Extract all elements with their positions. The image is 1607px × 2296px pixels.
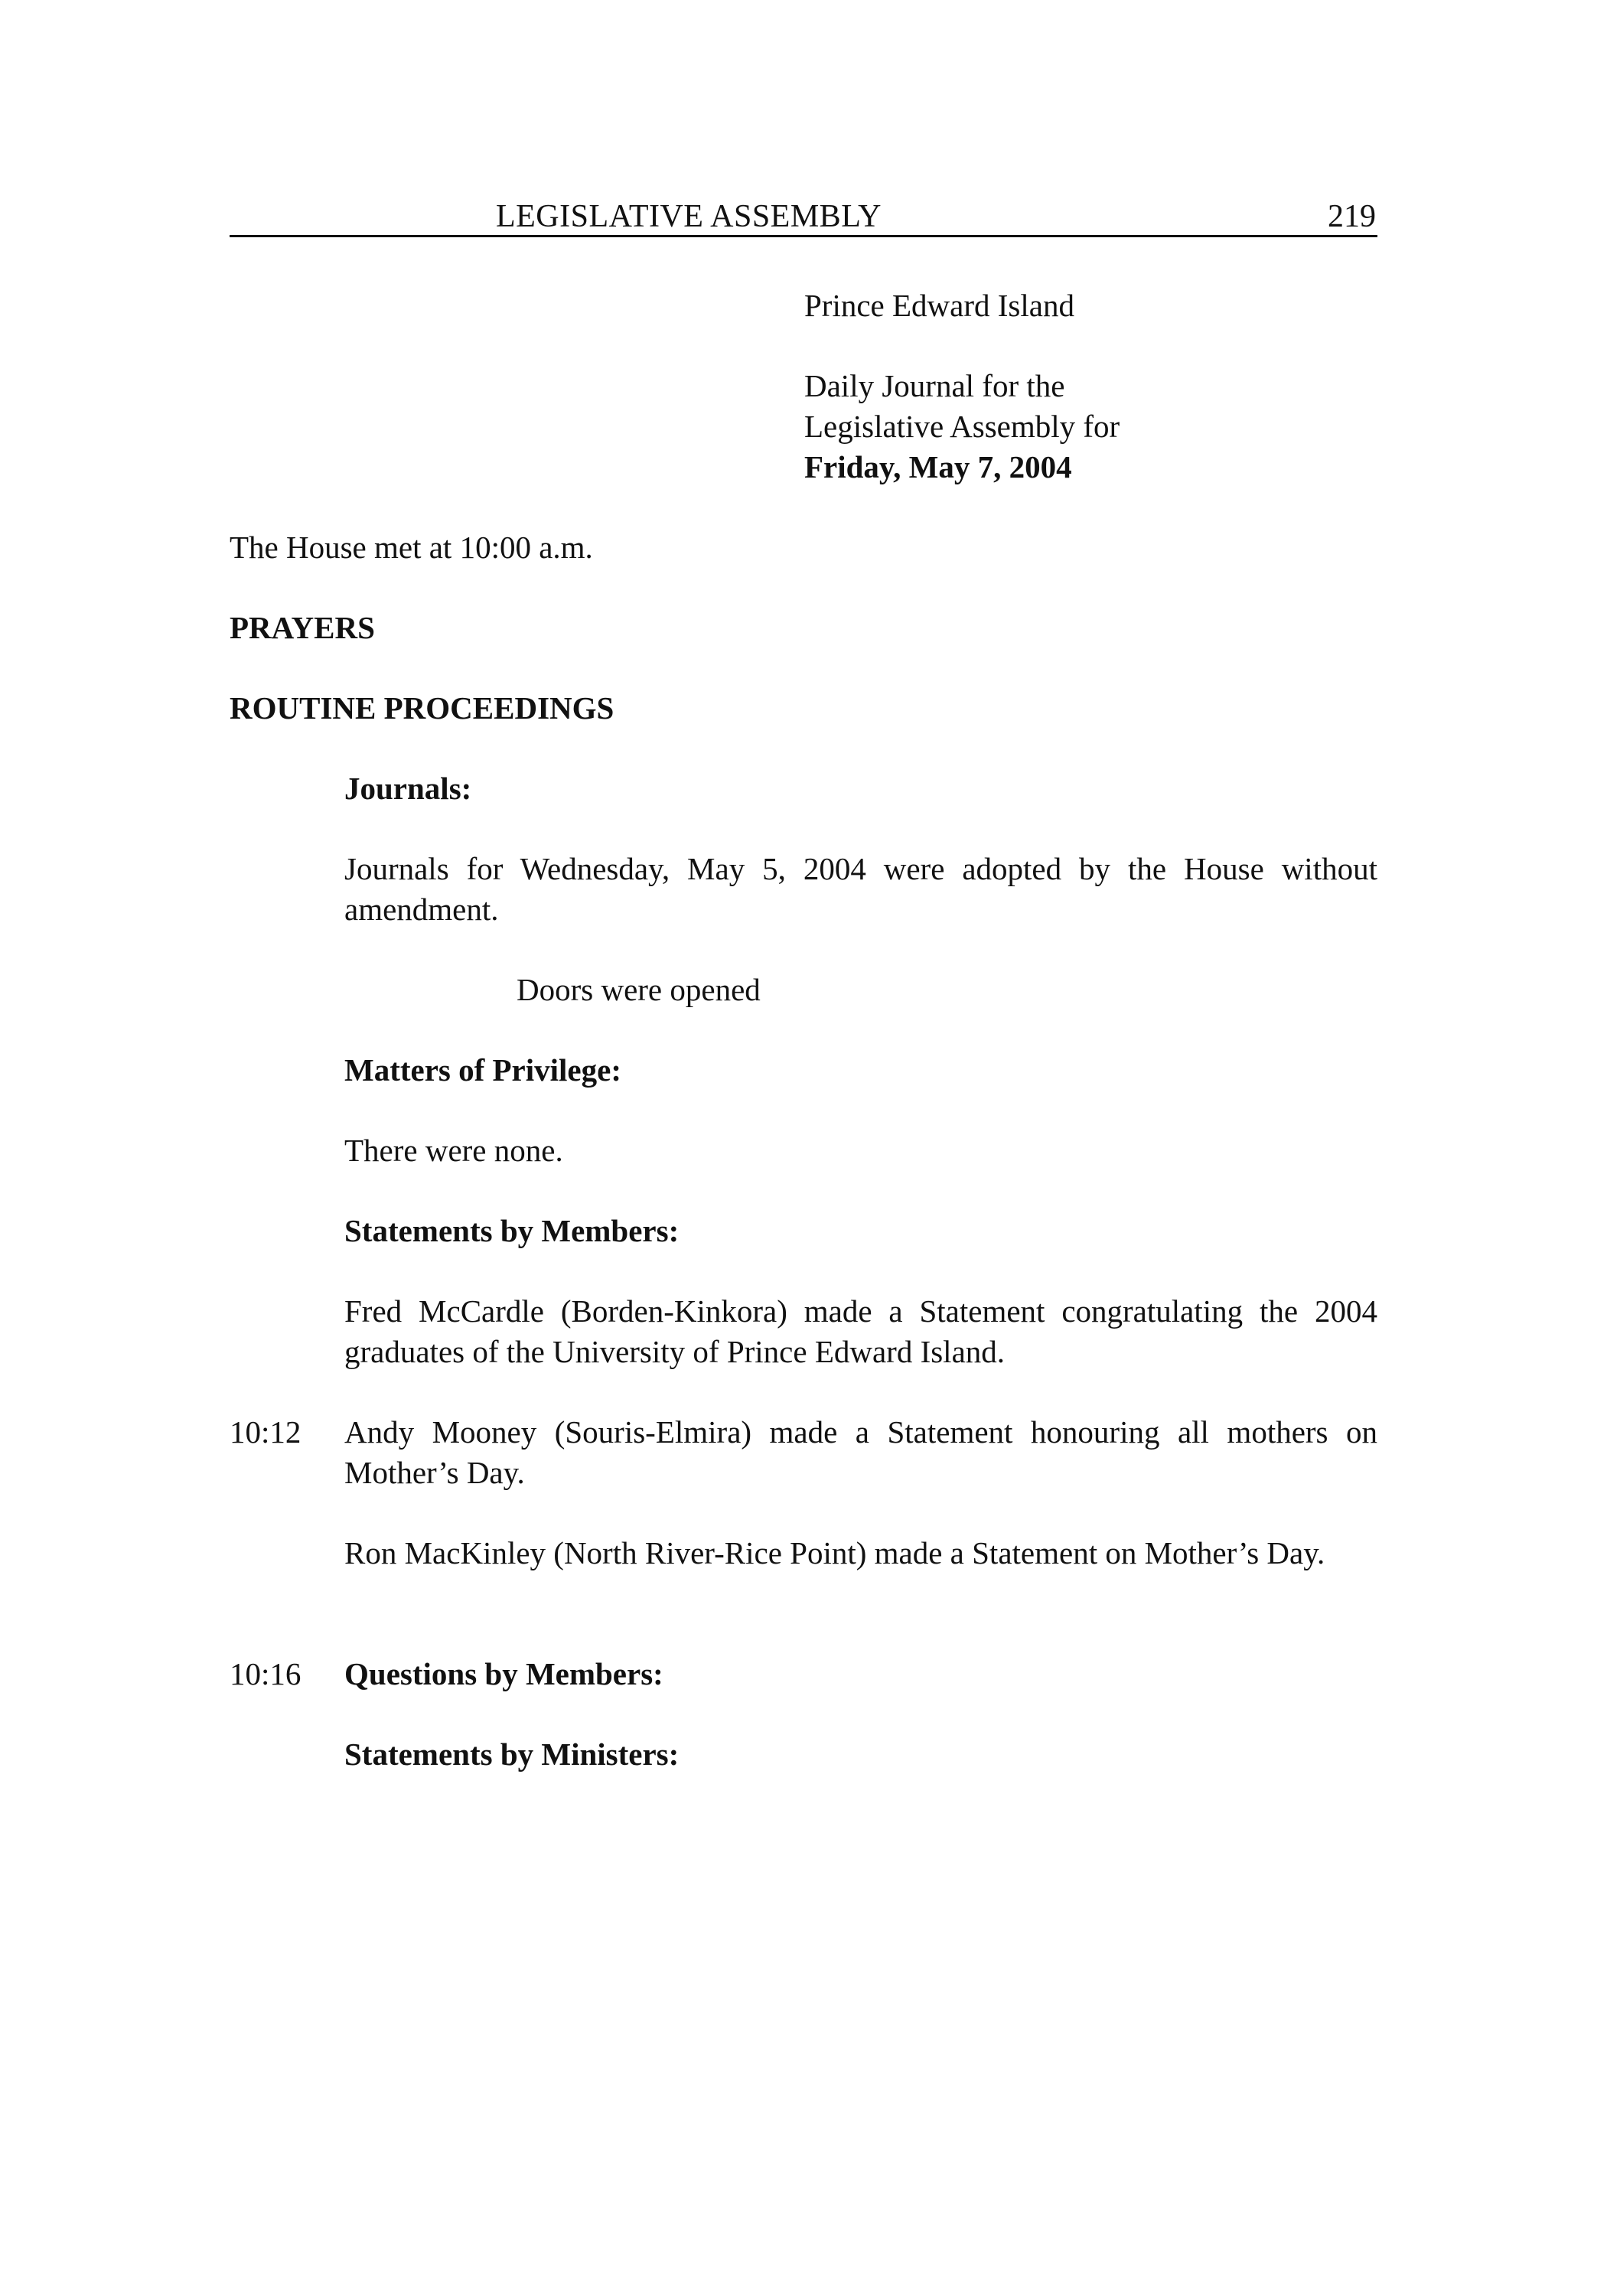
- header-rule: [230, 235, 1377, 237]
- masthead-province: Prince Edward Island: [804, 288, 1074, 323]
- masthead-journal-line2: Legislative Assembly for: [804, 409, 1120, 444]
- statements-ministers-heading: Statements by Ministers:: [344, 1737, 680, 1772]
- statements-members-heading: Statements by Members:: [344, 1213, 680, 1248]
- journals-heading: Journals:: [344, 771, 472, 806]
- routine-proceedings-heading: ROUTINE PROCEEDINGS: [230, 690, 614, 726]
- privilege-heading: Matters of Privilege:: [344, 1052, 621, 1088]
- masthead-date: Friday, May 7, 2004: [804, 449, 1072, 484]
- journals-text: Journals for Wednesday, May 5, 2004 were adopted by the House without amendment.: [344, 851, 1377, 927]
- masthead-journal-line1: Daily Journal for the: [804, 368, 1065, 403]
- running-header-title: LEGISLATIVE ASSEMBLY: [496, 199, 882, 234]
- timestamp: 10:16: [230, 1656, 302, 1691]
- doors-opened-note: Doors were opened: [517, 972, 761, 1007]
- prayers-heading: PRAYERS: [230, 610, 375, 645]
- statement-item: Andy Mooney (Souris-Elmira) made a Statement honouring all mothers on Mother’s Day.: [344, 1414, 1377, 1490]
- questions-heading: Questions by Members:: [344, 1656, 663, 1691]
- statement-item: Fred McCardle (Borden-Kinkora) made a Statement congratulating the 2004 graduates of the University of Prince Edward Island.: [344, 1293, 1377, 1369]
- privilege-text: There were none.: [344, 1133, 563, 1168]
- statement-item: Ron MacKinley (North River-Rice Point) made a Statement on Mother’s Day.: [344, 1535, 1325, 1570]
- timestamp: 10:12: [230, 1414, 302, 1450]
- opening-statement: The House met at 10:00 a.m.: [230, 530, 593, 565]
- page-number: 219: [1328, 199, 1376, 234]
